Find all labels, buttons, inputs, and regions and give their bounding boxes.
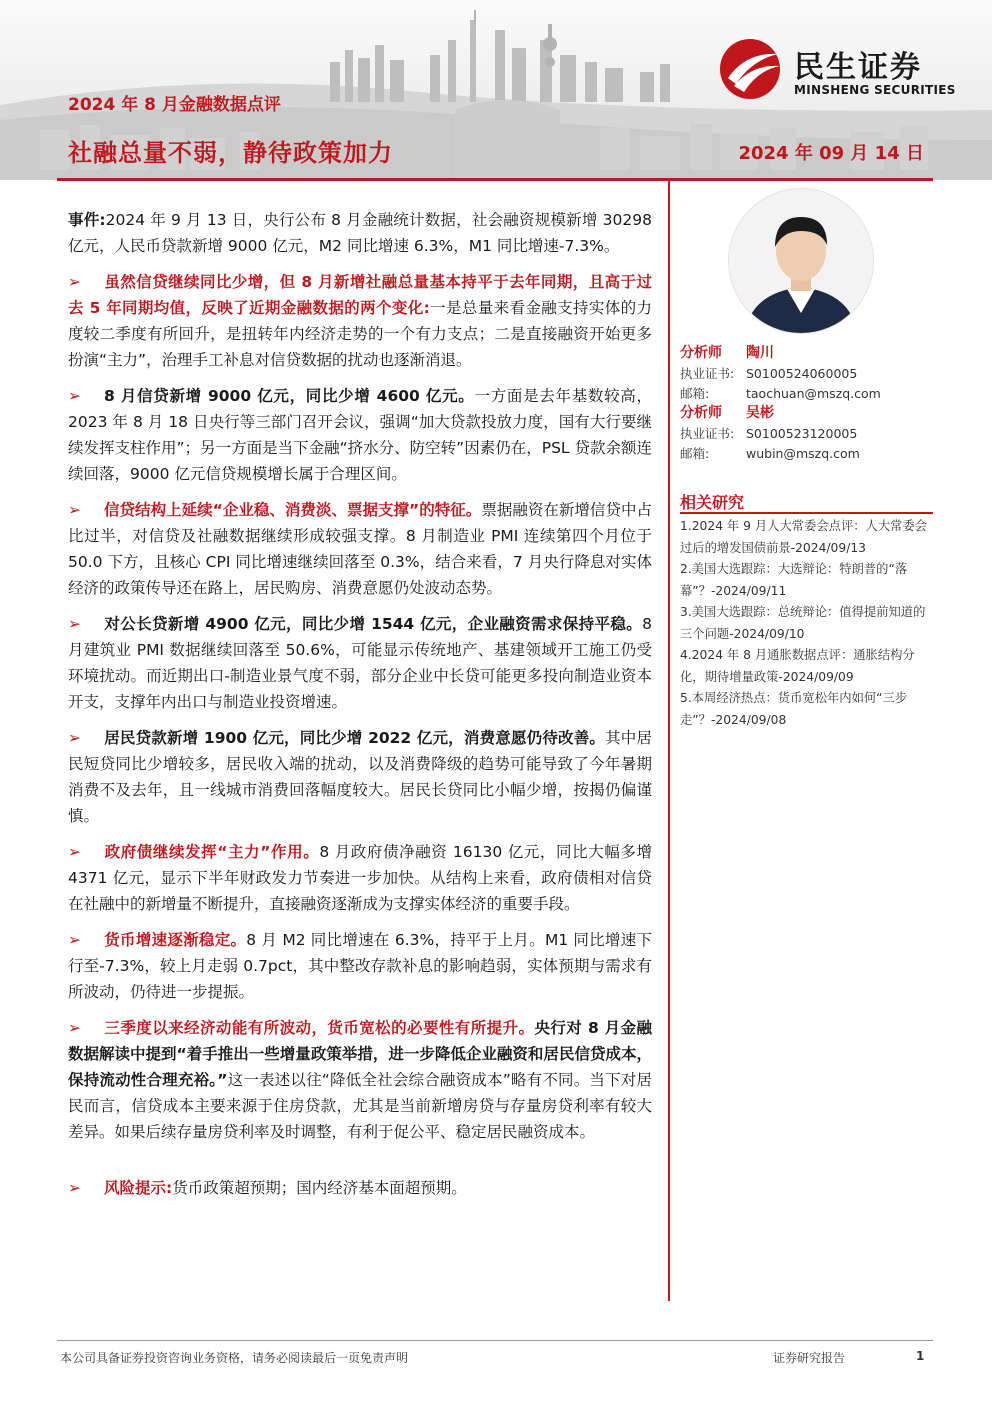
analyst-role: 分析师 [680,345,722,361]
bullet-heading: 货币增速逐渐稳定。 [104,931,247,949]
bullet-arrow-icon: ➢ [68,501,81,519]
risk-paragraph [68,1175,652,1201]
bullet-heading: 8 月信贷新增 9000 亿元，同比少增 4600 亿元。 [104,387,475,405]
cert-label: 执业证书: [680,366,735,381]
bullet-arrow-icon: ➢ [68,729,81,747]
related-research-item[interactable]: 3.美国大选跟踪：总统辩论：值得提前知道的三个问题-2024/09/10 [680,605,926,641]
analyst-name: 陶川 [746,345,774,361]
minsheng-logo-icon [718,38,786,100]
risk-text: 货币政策超预期；国内经济基本面超预期。 [172,1179,467,1197]
analyst-role: 分析师 [680,405,722,421]
report-date: 2024 年 09 月 14 日 [738,143,924,164]
analyst-avatar [728,188,874,334]
bullet-text: 一方面是去年基数较高，2023 年 8 月 18 日央行等三部门召开会议，强调“加大贷款投放力度，国有大行要继续发挥支柱作用”；另一方面是当下金融“挤水分、防空转”因素仍在，PSL 贷款余额连续回落，9000 亿元信贷规模增长属于合理区间。 [68,387,652,483]
footer-divider [57,1340,933,1341]
related-research-title: 相关研究 [680,493,745,512]
bullet-arrow-icon: ➢ [68,387,81,405]
analyst-card-2 [680,402,936,464]
email-label: 邮箱: [680,386,710,401]
bullet-text: 8 月 M2 同比增速在 6.3%，持平于上月。M1 同比增速下行至-7.3%，较上月走弱 0.7pct，其中整改存款补息的影响趋弱，实体预期与需求有所波动，仍待进一步提振。 [68,931,652,1001]
bullet-paragraph [68,725,652,829]
header-divider [57,178,933,181]
cert-label: 执业证书: [680,426,735,441]
bullet-heading: 对公长贷新增 4900 亿元，同比少增 1544 亿元，企业融资需求保持平稳。 [104,615,643,633]
main-content [68,207,652,1211]
bullet-paragraph [68,839,652,917]
bullet-heading: 三季度以来经济动能有所波动，货币宽松的必要性有所提升。 [104,1019,535,1037]
logo-cn-text: 民生证券 [794,50,922,85]
bullet-text: 其中居民短贷同比少增较多，居民收入端的扰动，以及消费降级的趋势可能导致了今年暑期消费不及去年，且一线城市消费回落幅度较大。居民长贷同比小幅少增，按揭仍偏谨慎。 [68,729,652,825]
analyst-card-1 [680,342,936,404]
footer-disclaimer: 本公司具备证券投资咨询业务资格，请务必阅读最后一页免责声明 [60,1351,409,1365]
related-research-list [680,516,930,731]
footer-report-type: 证券研究报告 [773,1351,846,1365]
email-label: 邮箱: [680,446,710,461]
cert-number: S0100524060005 [746,366,858,381]
bullet-paragraph [68,1015,652,1145]
event-paragraph [68,207,652,259]
bullet-arrow-icon: ➢ [68,615,81,633]
related-research-item[interactable]: 4.2024 年 8 月通胀数据点评：通胀结构分化，期待增量政策-2024/09/09 [680,648,915,684]
bullet-subheading: 央行对 8 月金融数据解读中提到“着手推出一些增量政策举措，进一步降低企业融资和居民信贷成本，保持流动性合理充裕。” [68,1019,652,1089]
bullet-heading: 信贷结构上延续“企业稳、消费淡、票据支撑”的特征。 [104,501,482,519]
related-research-item[interactable]: 5.本周经济热点：货币宽松年内如何“三步走”？-2024/09/08 [680,691,908,727]
email-address[interactable]: wubin@mszq.com [746,446,860,461]
page-header [0,0,992,180]
report-type: 2024 年 8 月金融数据点评 [68,95,281,115]
bullet-paragraph [68,611,652,715]
analyst-portrait-icon [729,189,873,333]
related-research-divider [680,512,933,514]
bullet-text: 一是总量来看金融支持实体的力度较二季度有所回升，是扭转年内经济走势的一个有力支点；二是直接融资开始更多扮演“主力”，治理手工补息对信贷数据的扰动也逐渐消退。 [68,299,652,369]
bullet-heading: 居民贷款新增 1900 亿元，同比少增 2022 亿元，消费意愿仍待改善。 [104,729,606,747]
related-research-item[interactable]: 1.2024 年 9 月人大常委会点评：人大常委会过后的增发国债前景-2024/09/13 [680,519,928,555]
risk-label: 风险提示: [104,1179,173,1197]
bullet-text: 这一表述以往“降低全社会综合融资成本”略有不同。当下对居民而言，信贷成本主要来源于住房贷款，尤其是当前新增房贷与存量房贷利率有较大差异。如果后续存量房贷利率及时调整，有利于促公平、稳定居民融资成本。 [68,1071,652,1141]
bullet-paragraph [68,497,652,601]
bullet-heading: 虽然信贷继续同比少增，但 8 月新增社融总量基本持平于去年同期，且高于过去 5 年同期均值，反映了近期金融数据的两个变化: [68,273,652,317]
email-address[interactable]: taochuan@mszq.com [746,386,881,401]
bullet-arrow-icon: ➢ [68,843,81,861]
bullet-arrow-icon: ➢ [68,1179,81,1197]
bullet-arrow-icon: ➢ [68,273,81,291]
related-research-item[interactable]: 2.美国大选跟踪：大选辩论：特朗普的“落幕”？-2024/09/11 [680,562,908,598]
bullet-text: 8 月建筑业 PMI 数据继续回落至 50.6%，可能显示传统地产、基建领域开工施工仍受环境扰动。而近期出口-制造业景气度不弱，部分企业中长贷可能更多投向制造业资本开支，支撑年内出口与制造业投资增速。 [68,615,652,711]
bullet-arrow-icon: ➢ [68,1019,81,1037]
logo-en-text: MINSHENG SECURITIES [794,83,956,97]
bullet-heading: 政府债继续发挥“主力”作用。 [104,843,320,861]
bullet-text: 票据融资在新增信贷中占比过半，对信贷及社融数据继续形成较强支撑。8 月制造业 PMI 连续第四个月位于 50.0 下方，且核心 CPI 同比增速继续回落至 0.3%，结合来看，7 月央行降息对实体经济的政策传导还在路上，居民购房、消费意愿仍处波动态势。 [68,501,652,597]
bullet-paragraph [68,927,652,1005]
bullet-text: 8 月政府债净融资 16130 亿元，同比大幅多增 4371 亿元，显示下半年财政发力节奏进一步加快。从结构上来看，政府债相对信贷在社融中的新增量不断提升，直接融资逐渐成为支撑实体经济的重要手段。 [68,843,653,913]
event-label: 事件: [68,211,106,229]
column-divider [668,181,670,1301]
analyst-name: 吴彬 [746,405,774,421]
bullet-arrow-icon: ➢ [68,931,81,949]
cert-number: S0100523120005 [746,426,858,441]
bullet-paragraph [68,269,652,373]
page-number: 1 [916,1349,925,1363]
bullet-paragraph [68,383,652,487]
report-headline: 社融总量不弱，静待政策加力 [68,139,393,167]
minsheng-logo [718,38,968,100]
event-text: 2024 年 9 月 13 日，央行公布 8 月金融统计数据，社会融资规模新增 30298 亿元，人民币贷款新增 9000 亿元，M2 同比增速 6.3%，M1 同比增速-7.3%。 [68,211,652,255]
